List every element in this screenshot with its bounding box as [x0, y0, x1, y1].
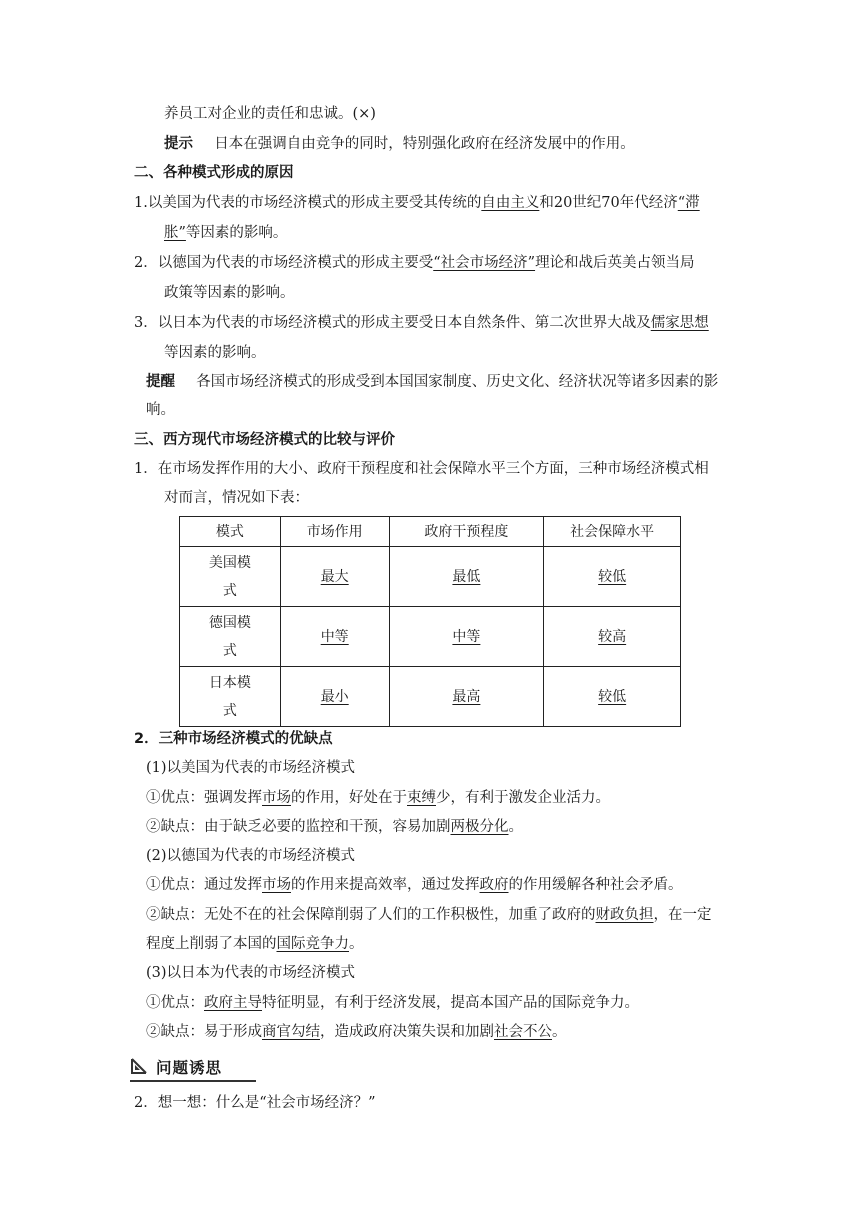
welfare-cell: [544, 607, 681, 667]
text: 少，有利于激发企业活力。: [436, 790, 610, 806]
text: 等因素的影响。: [185, 225, 288, 241]
sec3-p1-line2: 对而言，情况如下表：: [164, 490, 309, 506]
cell-value: 最大: [320, 568, 349, 585]
text: ，在一定: [653, 907, 712, 923]
diagonal-arrow-icon: [130, 1057, 148, 1075]
header-cell: 模式: [180, 517, 281, 547]
de-cons-line1: [146, 905, 712, 925]
text: 的作用缓解各种社会矛盾。: [508, 877, 683, 893]
mode-cell: [180, 667, 281, 727]
remind-line1: [146, 372, 718, 392]
underlined-term: “社会市场经济”: [433, 255, 536, 271]
header-cell: 市场作用: [280, 517, 389, 547]
cell-value: 较低: [598, 688, 627, 705]
section3-heading: 三、西方现代市场经济模式的比较与评价: [134, 432, 395, 448]
de-pros: [146, 875, 683, 895]
underlined-term: 束缚: [407, 790, 436, 806]
text: 程度上削弱了本国的: [146, 936, 277, 952]
de-cons-line2: [146, 934, 364, 954]
cell-value: 最小: [320, 688, 349, 705]
text: ②缺点：由于缺乏必要的监控和干预，容易加剧: [146, 819, 451, 835]
hint-line: [164, 134, 635, 154]
cell-value: 最高: [452, 688, 481, 705]
underlined-term: 市场: [262, 877, 291, 893]
comparison-table: [179, 516, 681, 727]
section-banner: [130, 1054, 256, 1082]
cell-value: 较低: [598, 568, 627, 585]
sec2-p2-line2: 政策等因素的影响。: [164, 285, 295, 301]
underlined-term: 儒家思想: [650, 315, 709, 331]
cell-value: 中等: [452, 628, 481, 645]
section2-heading: 二、各种模式形成的原因: [134, 165, 294, 181]
underlined-term: “滞: [677, 195, 700, 211]
table-row: [180, 667, 681, 727]
market-cell: [280, 547, 389, 607]
mode-text: 日本模: [208, 674, 251, 691]
text: 。: [349, 936, 364, 952]
mode-cell: [180, 547, 281, 607]
mode-text: 式: [222, 702, 237, 719]
header-cell: 社会保障水平: [544, 517, 681, 547]
cell-value: 较高: [598, 628, 627, 645]
mode-text: 式: [222, 642, 237, 659]
cell-value: 最低: [452, 568, 481, 585]
underlined-term: 政府: [479, 877, 509, 893]
underlined-term: 财政负担: [595, 907, 654, 923]
table-row: [180, 547, 681, 607]
sec2-p1-line1: [134, 193, 700, 213]
remind-text: 各国市场经济模式的形成受到本国国家制度、历史文化、经济状况等诸多因素的影: [196, 374, 719, 390]
mode-text: 德国模: [208, 614, 251, 631]
de-title: (2)以德国为代表的市场经济模式: [146, 848, 356, 864]
remind-label: 提醒: [146, 374, 175, 390]
text: 特征明显，有利于经济发展，提高本国产品的国际竞争力。: [262, 995, 639, 1011]
text: 3．以日本为代表的市场经济模式的形成主要受日本自然条件、第二次世界大战及: [134, 315, 651, 331]
underlined-term: 两极分化: [450, 819, 509, 835]
remind-line2: 响。: [146, 402, 175, 418]
underlined-term: 国际竞争力: [276, 936, 349, 952]
underlined-term: 社会不公: [494, 1024, 552, 1040]
text: 理论和战后英美占领当局: [535, 255, 695, 271]
text: ①优点：通过发挥: [146, 877, 262, 893]
sec2-p1-line2: [164, 223, 287, 243]
underlined-term: 自由主义: [481, 195, 540, 211]
us-pros: [146, 788, 610, 808]
market-cell: [280, 667, 389, 727]
text: 1.以美国为代表的市场经济模式的形成主要受其传统的: [134, 195, 482, 211]
question-line: 2．想一想：什么是“社会市场经济？”: [134, 1095, 376, 1111]
sec3-p2-heading: 2．三种市场经济模式的优缺点: [134, 731, 333, 747]
hint-text: 日本在强调自由竞争的同时，特别强化政府在经济发展中的作用。: [214, 136, 635, 152]
sec3-p1-line1: 1．在市场发挥作用的大小、政府干预程度和社会保障水平三个方面，三种市场经济模式相: [134, 461, 709, 477]
banner-title: 问题诱思: [156, 1059, 223, 1077]
welfare-cell: [544, 667, 681, 727]
gov-cell: [389, 607, 544, 667]
jp-cons: [146, 1022, 567, 1042]
intro-text: 养员工对企业的责任和忠诚。(×): [164, 106, 376, 122]
us-title: (1)以美国为代表的市场经济模式: [146, 760, 356, 776]
jp-pros: [146, 993, 639, 1013]
mode-cell: [180, 607, 281, 667]
text: 2．以德国为代表的市场经济模式的形成主要受: [134, 255, 434, 271]
text: 和20世纪70年代经济: [539, 195, 678, 211]
header-cell: 政府干预程度: [389, 517, 544, 547]
text: 。: [508, 819, 523, 835]
table-header-row: [180, 517, 681, 547]
text: ①优点：强调发挥: [146, 790, 262, 806]
text: ②缺点：易于形成: [146, 1024, 262, 1040]
jp-title: (3)以日本为代表的市场经济模式: [146, 965, 356, 981]
text: ②缺点：无处不在的社会保障削弱了人们的工作积极性，加重了政府的: [146, 907, 596, 923]
sec2-p3-line1: [134, 313, 709, 333]
table-row: [180, 607, 681, 667]
underlined-term: 政府主导: [204, 995, 262, 1011]
gov-cell: [389, 547, 544, 607]
market-cell: [280, 607, 389, 667]
text: ，造成政府决策失误和加剧: [320, 1024, 494, 1040]
text: 的作用，好处在于: [291, 790, 407, 806]
text: ①优点：: [146, 995, 204, 1011]
intro-line: [164, 104, 376, 124]
mode-text: 式: [222, 582, 237, 599]
welfare-cell: [544, 547, 681, 607]
text: 。: [552, 1024, 567, 1040]
hint-label: 提示: [164, 136, 193, 152]
text: 的作用来提高效率，通过发挥: [291, 877, 480, 893]
gov-cell: [389, 667, 544, 727]
sec2-p2-line1: [134, 253, 695, 273]
cell-value: 中等: [320, 628, 349, 645]
underlined-term: 商官勾结: [262, 1024, 320, 1040]
underlined-term: 胀”: [164, 225, 186, 241]
underlined-term: 市场: [262, 790, 291, 806]
sec2-p3-line2: 等因素的影响。: [164, 345, 266, 361]
mode-text: 美国模: [208, 554, 251, 571]
us-cons: [146, 817, 523, 837]
